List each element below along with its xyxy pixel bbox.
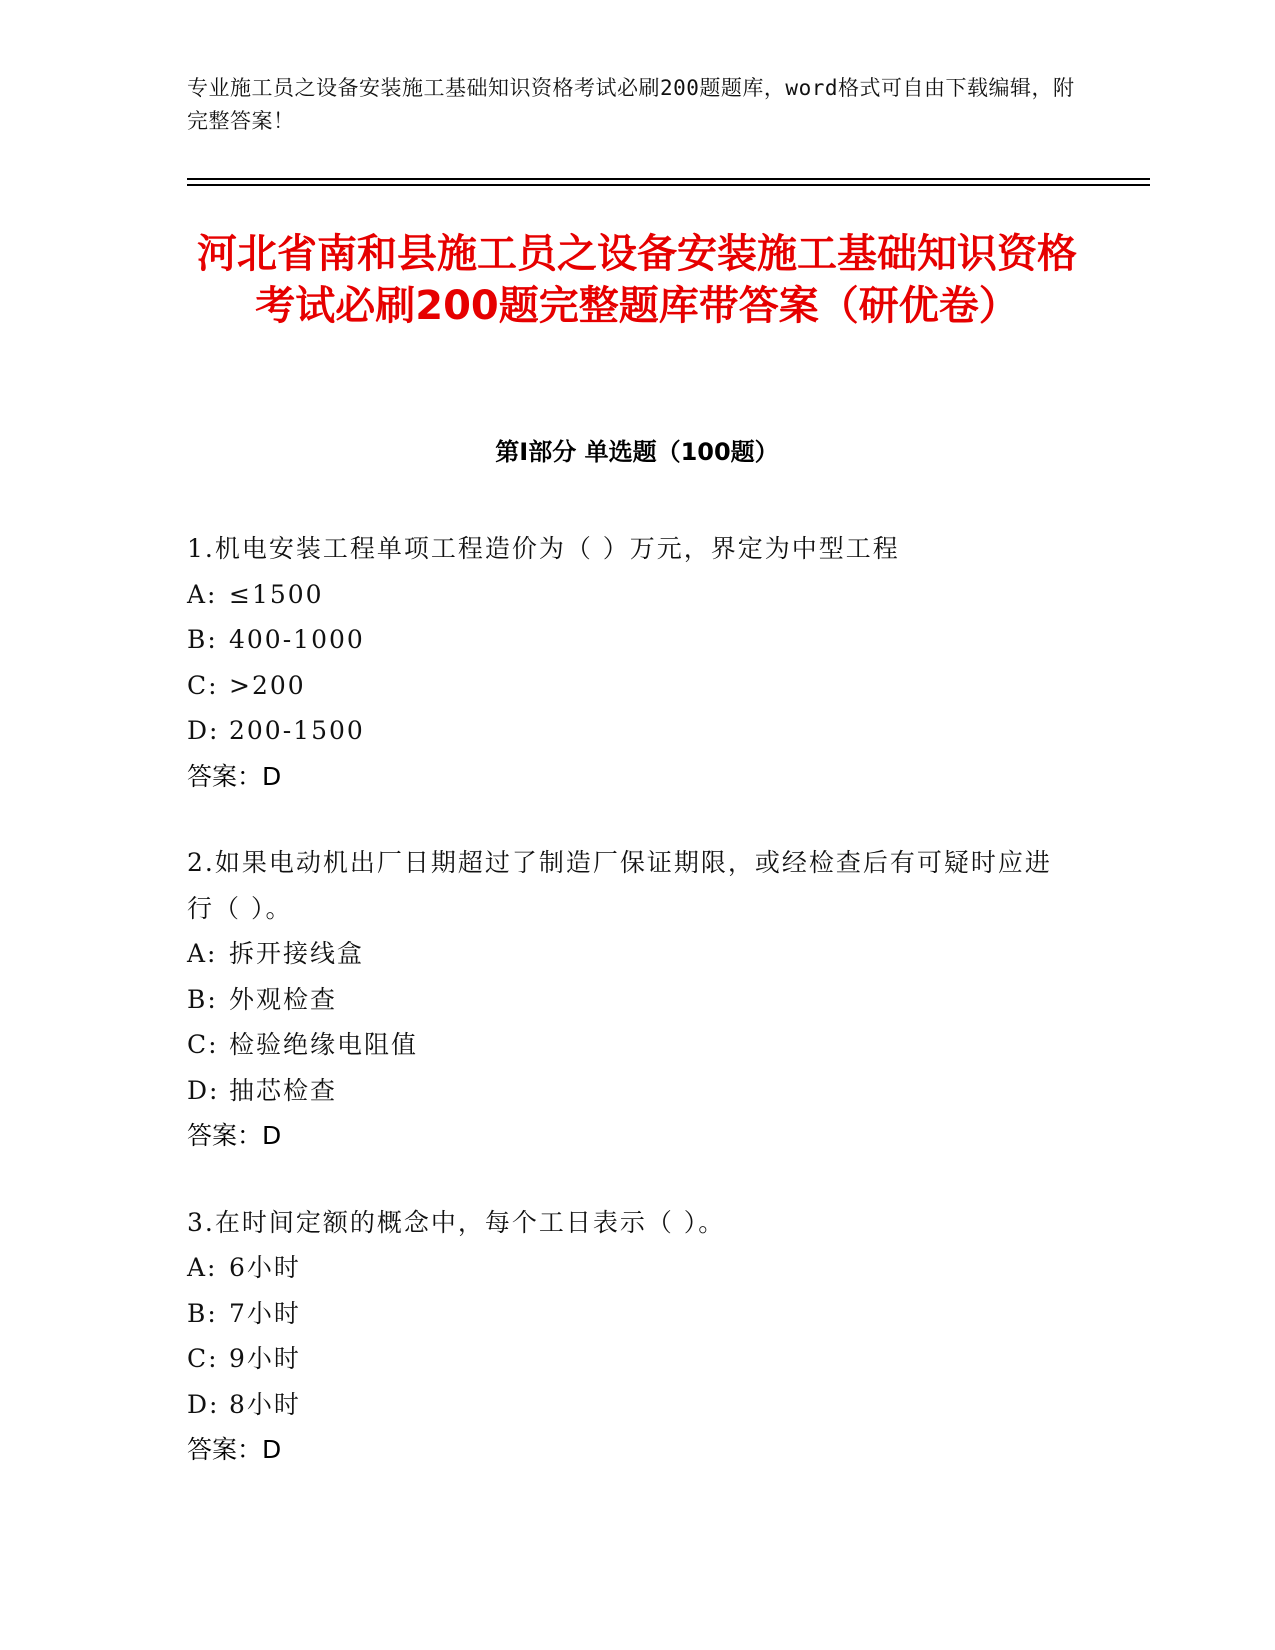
header-divider-top (187, 178, 1150, 180)
option-text: ≤1500 (229, 579, 324, 609)
question-2 (187, 840, 1067, 1159)
option-text: 检验绝缘电阻值 (229, 1030, 419, 1059)
option-key: D: (187, 1389, 220, 1419)
answer-line: 答案：D (187, 1121, 282, 1150)
question-stem: 3.在时间定额的概念中，每个工日表示（ ）。 (187, 1207, 726, 1237)
option-a (187, 1245, 1067, 1291)
answer-line: 答案：D (187, 1435, 282, 1464)
option-text: 7小时 (229, 1298, 301, 1328)
header-divider-bottom (187, 184, 1150, 186)
option-c (187, 1022, 1067, 1068)
option-key: B: (187, 1298, 218, 1328)
option-key: A: (187, 579, 218, 609)
option-key: C: (187, 670, 219, 700)
option-key: B: (187, 984, 218, 1014)
option-d (187, 1068, 1067, 1114)
question-list (187, 526, 1067, 1514)
option-d (187, 708, 1067, 754)
option-key: A: (187, 939, 218, 968)
option-text: 外观检查 (229, 984, 338, 1014)
option-b (187, 977, 1067, 1023)
question-3 (187, 1200, 1067, 1473)
header-note: 专业施工员之设备安装施工基础知识资格考试必刷200题题库，word格式可自由下载编辑，附完整答案！ (187, 76, 1075, 133)
option-key: C: (187, 1030, 219, 1059)
option-b (187, 617, 1067, 663)
option-key: D: (187, 716, 220, 745)
option-text: 8小时 (229, 1389, 301, 1419)
option-key: A: (187, 1253, 218, 1282)
section-title: 第I部分 单选题（100题） (495, 438, 779, 466)
option-text: 抽芯检查 (229, 1075, 338, 1105)
option-c (187, 1336, 1067, 1382)
option-text: 9小时 (229, 1344, 301, 1373)
option-a (187, 572, 1067, 618)
option-text: 400-1000 (229, 625, 365, 654)
option-text: >200 (229, 670, 306, 700)
option-key: D: (187, 1075, 220, 1105)
document-title: 河北省南和县施工员之设备安装施工基础知识资格考试必刷200题完整题库带答案（研优卷） (197, 231, 1077, 329)
option-c (187, 663, 1067, 709)
option-text: 6小时 (229, 1253, 301, 1282)
question-stem: 1.机电安装工程单项工程造价为（ ）万元，界定为中型工程 (187, 534, 900, 563)
question-stem: 2.如果电动机出厂日期超过了制造厂保证期限，或经检查后有可疑时应进行（ ）。 (187, 848, 1052, 923)
answer-line: 答案：D (187, 761, 282, 791)
option-d (187, 1382, 1067, 1428)
option-key: C: (187, 1344, 219, 1373)
option-b (187, 1291, 1067, 1337)
question-1 (187, 526, 1067, 799)
option-text: 拆开接线盒 (229, 939, 365, 968)
option-key: B: (187, 625, 218, 654)
option-text: 200-1500 (229, 716, 365, 745)
option-a (187, 931, 1067, 977)
